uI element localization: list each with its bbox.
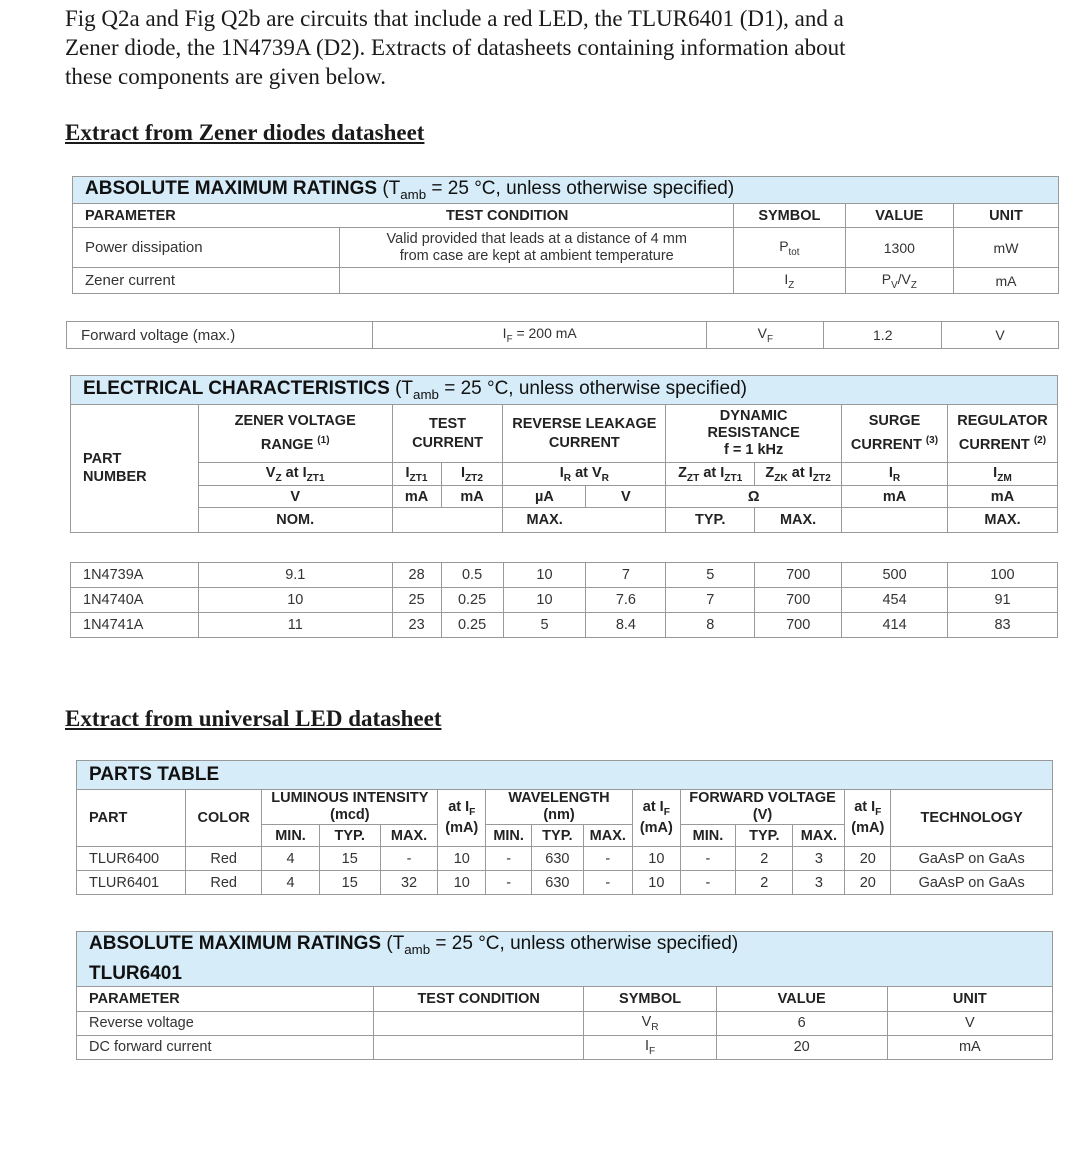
unit-power: mW xyxy=(954,228,1059,268)
fv-typ-cell: 2 xyxy=(736,871,793,895)
header-at-if-1 xyxy=(438,790,486,847)
wave-max: MAX. xyxy=(583,825,632,847)
unit-ma-1: mA xyxy=(392,486,441,508)
zzk-cell: 700 xyxy=(755,588,842,613)
lum-max-cell: 32 xyxy=(380,871,438,895)
surge-note: (3) xyxy=(925,435,939,447)
value-p: P xyxy=(881,270,892,287)
color-cell: Red xyxy=(185,871,261,895)
header-technology: TECHNOLOGY xyxy=(891,790,1053,847)
izm-zm: ZM xyxy=(997,472,1012,484)
surge-cell: 414 xyxy=(842,613,948,638)
izm-cell: 83 xyxy=(948,613,1058,638)
izm-cell: 100 xyxy=(948,563,1058,588)
zzt-zt: ZT xyxy=(686,472,700,484)
surge-line-2: CURRENT xyxy=(850,436,922,453)
value-slash-v: /V xyxy=(897,270,911,287)
part-number-cell: 1N4740A xyxy=(71,588,199,613)
forward-voltage-table xyxy=(66,321,1059,349)
zzt-at-i: at I xyxy=(703,464,725,481)
atif-f: F xyxy=(875,806,882,818)
lum-typ: TYP. xyxy=(319,825,380,847)
header-at-if-2 xyxy=(632,790,680,847)
lum-line-2: (mcd) xyxy=(330,807,370,823)
atif-cell: 20 xyxy=(845,871,891,895)
header-value: VALUE xyxy=(716,986,887,1011)
value-v: V xyxy=(891,279,898,291)
blank-leak xyxy=(586,508,666,533)
color-cell: Red xyxy=(185,847,261,871)
table-row xyxy=(77,871,1053,895)
atif-cell: 10 xyxy=(438,847,486,871)
lum-min-cell: 4 xyxy=(262,871,319,895)
lum-min-cell: 4 xyxy=(262,847,319,871)
fv-max-cell: 3 xyxy=(793,871,845,895)
izt2-i: I xyxy=(460,464,465,481)
zzt-cell: 8 xyxy=(666,613,755,638)
lum-line-1: LUMINOUS INTENSITY xyxy=(271,790,429,806)
zener-line-2: RANGE xyxy=(260,436,314,453)
sym-f: F xyxy=(648,1045,656,1057)
caption-bold: PARTS TABLE xyxy=(89,764,220,785)
wave-line-2: (nm) xyxy=(543,807,575,823)
zener-abs-caption xyxy=(73,177,1059,204)
header-unit: UNIT xyxy=(887,986,1052,1011)
sym-i: I xyxy=(644,1037,649,1054)
value-dc-forward-current: 20 xyxy=(716,1035,887,1059)
intro-line-3: these components are given below. xyxy=(65,64,387,89)
header-parameter: PARAMETER xyxy=(73,204,340,228)
lum-max: MAX. xyxy=(380,825,438,847)
vz-z: Z xyxy=(275,472,282,484)
fv-min-cell: - xyxy=(680,847,735,871)
vz-at-i: at I xyxy=(285,464,307,481)
elec-header-row-3 xyxy=(71,486,1058,508)
unit-ma-3: mA xyxy=(842,486,948,508)
header-at-if-3 xyxy=(845,790,891,847)
sub-zzt-at-izt1 xyxy=(666,463,755,486)
table-row xyxy=(71,588,1058,613)
unit-ma-4: mA xyxy=(947,486,1057,508)
sub-ir-at-vr xyxy=(503,463,666,486)
param-dc-forward-current: DC forward current xyxy=(77,1035,374,1059)
wave-line-1: WAVELENGTH xyxy=(508,790,610,806)
table-row xyxy=(77,847,1053,871)
ir-at-v: at V xyxy=(575,464,602,481)
sub-zzk-at-izt2 xyxy=(755,463,842,486)
unit-ma-2: mA xyxy=(441,486,503,508)
atif-cell: 10 xyxy=(632,871,680,895)
zener-abs-row-current xyxy=(73,268,1059,294)
zzt-cell: 5 xyxy=(666,563,755,588)
surge-cell: 454 xyxy=(842,588,948,613)
elec-header-row-2 xyxy=(71,463,1058,486)
header-luminous xyxy=(262,790,438,825)
symbol-if xyxy=(584,1035,716,1059)
led-abs-caption xyxy=(77,932,1053,987)
header-number: NUMBER xyxy=(83,468,147,485)
intro-line-2: Zener diode, the 1N4739A (D2). Extracts of datasheets containing information about xyxy=(65,35,846,60)
surge-r: R xyxy=(892,472,901,484)
wave-min-cell: - xyxy=(486,847,532,871)
vz-cell: 11 xyxy=(198,613,392,638)
sub-izt2 xyxy=(441,463,503,486)
atif-ma: (mA) xyxy=(445,820,479,837)
forward-value: 1.2 xyxy=(824,322,942,349)
zzk-zk: ZK xyxy=(774,472,788,484)
electrical-characteristics-table xyxy=(70,375,1058,533)
caption-end: = 25 °C, unless otherwise specified) xyxy=(444,378,747,400)
atif-at: at I xyxy=(854,798,876,815)
symbol-tot: tot xyxy=(788,246,800,258)
lum-typ-cell: 15 xyxy=(319,847,380,871)
ir-cell: 10 xyxy=(503,563,586,588)
value-power: 1300 xyxy=(845,228,953,268)
header-part-number xyxy=(71,405,199,486)
forward-symbol xyxy=(707,322,824,349)
atif-f: F xyxy=(663,806,670,818)
table-row xyxy=(77,1035,1053,1059)
atif-cell: 10 xyxy=(632,847,680,871)
caption-sub: amb xyxy=(404,941,431,957)
fv-typ: TYP. xyxy=(736,825,793,847)
elec-header-row-1 xyxy=(71,405,1058,463)
izt1-cell: 25 xyxy=(392,588,441,613)
vr-cell: 7.6 xyxy=(586,588,666,613)
fv-max-cell: 3 xyxy=(793,847,845,871)
wave-max-cell: - xyxy=(583,871,632,895)
vz-v: V xyxy=(265,464,276,481)
zzk-cell: 700 xyxy=(755,613,842,638)
sub-vz-at-izt1 xyxy=(198,463,392,486)
header-symbol: SYMBOL xyxy=(584,986,716,1011)
zener-datasheet-heading: Extract from Zener diodes datasheet xyxy=(65,120,425,145)
symbol-p: P xyxy=(779,237,789,254)
value-zener-current xyxy=(845,268,953,294)
izm-i: I xyxy=(993,464,998,481)
zener-note: (1) xyxy=(317,435,330,447)
sub-izm xyxy=(947,463,1057,486)
zzt-zt1: ZT1 xyxy=(724,472,743,484)
symbol-i: I xyxy=(784,270,789,287)
zener-abs-row-power xyxy=(73,228,1059,268)
fv-line-1: FORWARD VOLTAGE xyxy=(689,790,836,806)
ir-i: I xyxy=(559,464,564,481)
blank-part-cell-2 xyxy=(71,508,199,533)
param-forward-voltage: Forward voltage (max.) xyxy=(67,322,373,349)
fv-min: MIN. xyxy=(680,825,735,847)
header-dynamic-resistance xyxy=(666,405,842,463)
izm-cell: 91 xyxy=(948,588,1058,613)
label-max-reg: MAX. xyxy=(947,508,1057,533)
symbol-iz xyxy=(734,268,846,294)
zener-abs-header-row xyxy=(73,204,1059,228)
sub-izt1 xyxy=(392,463,441,486)
value-reverse-voltage: 6 xyxy=(716,1011,887,1035)
vz-cell: 9.1 xyxy=(198,563,392,588)
header-part: PART xyxy=(83,450,122,467)
atif-f: F xyxy=(469,806,476,818)
parts-caption xyxy=(77,761,1053,790)
forward-condition xyxy=(373,322,707,349)
header-color: COLOR xyxy=(185,790,261,847)
reg-note: (2) xyxy=(1033,435,1047,447)
unit-dc-forward-current: mA xyxy=(887,1035,1052,1059)
caption-bold: ABSOLUTE MAXIMUM RATINGS xyxy=(89,933,382,954)
unit-v: V xyxy=(198,486,392,508)
test-line-1: TEST xyxy=(428,415,467,432)
blank-test-2 xyxy=(441,508,503,533)
zzk-z: Z xyxy=(765,464,775,481)
izt2-cell: 0.25 xyxy=(441,588,503,613)
test-condition-line-2: from case are kept at ambient temperature xyxy=(399,247,674,264)
part-cell: TLUR6400 xyxy=(77,847,186,871)
lum-min: MIN. xyxy=(262,825,319,847)
izt2-cell: 0.25 xyxy=(441,613,503,638)
ir-vr: R xyxy=(601,472,609,484)
symbol-ptot xyxy=(734,228,846,268)
caption-end: = 25 °C, unless otherwise specified) xyxy=(431,178,735,200)
value-z: Z xyxy=(910,279,917,291)
vz-cell: 10 xyxy=(198,588,392,613)
test-condition-power xyxy=(340,228,734,268)
header-reverse-leakage xyxy=(503,405,666,463)
header-symbol: SYMBOL xyxy=(734,204,846,228)
zener-line-1: ZENER VOLTAGE xyxy=(234,413,356,430)
cond-f: F xyxy=(506,333,513,345)
sym-v: V xyxy=(757,325,768,342)
caption-rest: (T xyxy=(382,178,401,200)
technology-cell: GaAsP on GaAs xyxy=(891,847,1053,871)
technology-cell: GaAsP on GaAs xyxy=(891,871,1053,895)
surge-i: I xyxy=(888,464,893,481)
dyn-line-2: RESISTANCE xyxy=(707,425,800,441)
param-reverse-voltage: Reverse voltage xyxy=(77,1011,374,1035)
led-abs-header-row xyxy=(77,986,1053,1011)
test-condition-cell xyxy=(373,1035,584,1059)
izt2-zt2: ZT2 xyxy=(465,472,484,484)
param-zener-current: Zener current xyxy=(73,268,340,294)
intro-paragraph xyxy=(65,4,995,91)
header-regulator-current xyxy=(947,405,1057,463)
fv-max: MAX. xyxy=(793,825,845,847)
blank-test-1 xyxy=(392,508,441,533)
zener-absolute-max-table xyxy=(72,176,1059,294)
sym-r: R xyxy=(651,1021,659,1033)
wave-min-cell: - xyxy=(486,871,532,895)
test-line-2: CURRENT xyxy=(412,434,483,451)
parts-table xyxy=(76,760,1053,895)
unit-ohm: Ω xyxy=(666,486,842,508)
unit-v-2: V xyxy=(586,486,666,508)
ir-r: R xyxy=(563,472,572,484)
sub-ir-surge xyxy=(842,463,948,486)
vz-zt1: ZT1 xyxy=(306,472,325,484)
izt2-cell: 0.5 xyxy=(441,563,503,588)
cond-i: I xyxy=(502,325,507,342)
zzt-z: Z xyxy=(678,464,687,481)
wave-typ-cell: 630 xyxy=(532,847,584,871)
izt1-i: I xyxy=(405,464,410,481)
header-test-condition: TEST CONDITION xyxy=(340,204,734,228)
symbol-vr xyxy=(584,1011,716,1035)
atif-at: at I xyxy=(448,798,470,815)
fv-typ-cell: 2 xyxy=(736,847,793,871)
label-typ: TYP. xyxy=(666,508,755,533)
dyn-line-3: f = 1 kHz xyxy=(724,442,784,458)
fv-line-2: (V) xyxy=(752,807,773,823)
led-absolute-max-table xyxy=(76,931,1053,1060)
caption-bold: ELECTRICAL CHARACTERISTICS xyxy=(83,378,390,400)
electrical-data-table xyxy=(70,562,1058,638)
unit-zener-current: mA xyxy=(954,268,1059,294)
caption-sub: amb xyxy=(400,186,427,202)
atif-at: at I xyxy=(642,798,664,815)
label-max-leak: MAX. xyxy=(503,508,586,533)
elec-caption xyxy=(71,376,1058,405)
vr-cell: 8.4 xyxy=(586,613,666,638)
ir-cell: 10 xyxy=(503,588,586,613)
wave-typ-cell: 630 xyxy=(532,871,584,895)
ir-cell: 5 xyxy=(503,613,586,638)
wave-min: MIN. xyxy=(486,825,532,847)
header-zener-voltage xyxy=(198,405,392,463)
zzk-cell: 700 xyxy=(755,563,842,588)
param-power-dissipation: Power dissipation xyxy=(73,228,340,268)
part-number-cell: 1N4739A xyxy=(71,563,199,588)
rev-line-1: REVERSE LEAKAGE xyxy=(512,415,657,432)
atif-cell: 10 xyxy=(438,871,486,895)
part-cell: TLUR6401 xyxy=(77,871,186,895)
parts-header-row-1 xyxy=(77,790,1053,825)
test-condition-cell xyxy=(373,1011,584,1035)
header-unit: UNIT xyxy=(954,204,1059,228)
table-row xyxy=(77,1011,1053,1035)
reg-line-1: REGULATOR xyxy=(957,413,1048,430)
sym-v: V xyxy=(641,1013,652,1030)
sym-f: F xyxy=(767,333,773,345)
test-condition-line-1: Valid provided that leads at a distance of 4 mm xyxy=(386,230,687,247)
label-nom: NOM. xyxy=(198,508,392,533)
wave-max-cell: - xyxy=(583,847,632,871)
header-wavelength xyxy=(486,790,633,825)
header-test-condition: TEST CONDITION xyxy=(373,986,584,1011)
label-max-dyn: MAX. xyxy=(755,508,842,533)
header-forward-voltage xyxy=(680,790,845,825)
dyn-line-1: DYNAMIC xyxy=(719,408,788,424)
atif-cell: 20 xyxy=(845,847,891,871)
atif-ma: (mA) xyxy=(851,820,885,837)
surge-cell: 500 xyxy=(842,563,948,588)
symbol-z: Z xyxy=(788,279,795,291)
caption-rest: (T xyxy=(386,933,405,954)
zzk-at-i: at I xyxy=(791,464,813,481)
vr-cell: 7 xyxy=(586,563,666,588)
zzk-zt2: ZT2 xyxy=(812,472,831,484)
izt1-cell: 23 xyxy=(392,613,441,638)
rev-line-2: CURRENT xyxy=(548,434,620,451)
lum-typ-cell: 15 xyxy=(319,871,380,895)
table-row xyxy=(71,563,1058,588)
caption-part: TLUR6401 xyxy=(89,962,182,984)
surge-line-1: SURGE xyxy=(868,413,921,430)
blank-part-cell xyxy=(71,486,199,508)
table-row xyxy=(71,613,1058,638)
fv-min-cell: - xyxy=(680,871,735,895)
test-condition-zener-current xyxy=(340,268,734,294)
part-number-cell: 1N4741A xyxy=(71,613,199,638)
izt1-cell: 28 xyxy=(392,563,441,588)
intro-line-1: Fig Q2a and Fig Q2b are circuits that include a red LED, the TLUR6401 (D1), and a xyxy=(65,6,844,31)
led-datasheet-heading: Extract from universal LED datasheet xyxy=(65,706,442,731)
forward-unit: V xyxy=(942,322,1059,349)
header-surge-current xyxy=(842,405,948,463)
caption-end: = 25 °C, unless otherwise specified) xyxy=(435,933,739,954)
cond-value: = 200 mA xyxy=(516,325,577,342)
unit-reverse-voltage: V xyxy=(887,1011,1052,1035)
blank-surge xyxy=(842,508,948,533)
reg-line-2: CURRENT xyxy=(958,436,1030,453)
lum-max-cell: - xyxy=(380,847,438,871)
atif-ma: (mA) xyxy=(639,820,673,837)
zzt-cell: 7 xyxy=(666,588,755,613)
header-test-current xyxy=(392,405,503,463)
caption-rest: (T xyxy=(395,378,414,400)
wave-typ: TYP. xyxy=(532,825,584,847)
elec-header-row-4 xyxy=(71,508,1058,533)
header-value: VALUE xyxy=(845,204,953,228)
header-part: PART xyxy=(77,790,186,847)
header-parameter: PARAMETER xyxy=(77,986,374,1011)
caption-bold: ABSOLUTE MAXIMUM RATINGS xyxy=(85,178,378,200)
izt1-zt1: ZT1 xyxy=(409,472,428,484)
unit-ua: µA xyxy=(503,486,586,508)
caption-sub: amb xyxy=(413,386,439,402)
